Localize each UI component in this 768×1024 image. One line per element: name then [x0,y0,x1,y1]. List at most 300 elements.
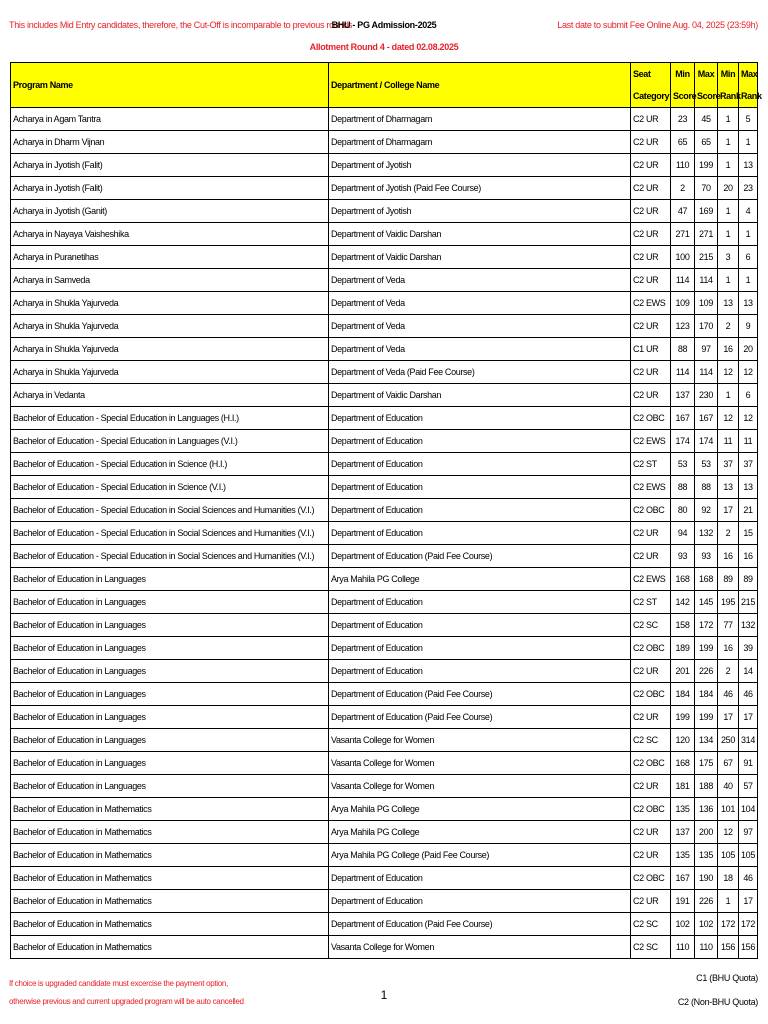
program-name-cell: Bachelor of Education in Mathematics [11,798,329,821]
min-rank-cell: 89 [718,568,739,591]
program-name-cell: Acharya in Shukla Yajurveda [11,361,329,384]
min-rank-cell: 195 [718,591,739,614]
seat-category-cell: C2 OBC [631,867,671,890]
seat-category-cell: C2 UR [631,890,671,913]
min-rank-cell: 2 [718,315,739,338]
table-row [11,407,758,430]
max-rank-cell: 104 [739,798,758,821]
max-rank-cell: 13 [739,292,758,315]
table-row [11,821,758,844]
program-name-cell: Bachelor of Education in Languages [11,706,329,729]
legend-c1: C1 (BHU Quota) [696,973,758,983]
max-score-cell: 170 [695,315,718,338]
max-score-cell: 70 [695,177,718,200]
max-score-cell: 53 [695,453,718,476]
max-rank-cell: 13 [739,476,758,499]
max-rank-cell: 12 [739,407,758,430]
max-score-cell: 45 [695,108,718,131]
seat-category-cell: C2 UR [631,821,671,844]
min-rank-cell: 1 [718,108,739,131]
min-rank-cell: 1 [718,384,739,407]
seat-category-cell: C2 SC [631,913,671,936]
department-name-cell: Department of Education [329,591,631,614]
min-score-cell: 114 [671,361,695,384]
max-score-cell: 199 [695,637,718,660]
seat-category-cell: C2 UR [631,223,671,246]
table-row [11,499,758,522]
max-score-cell: 230 [695,384,718,407]
min-score-cell: 114 [671,269,695,292]
table-row [11,775,758,798]
max-rank-cell: 97 [739,821,758,844]
department-name-cell: Department of Education [329,522,631,545]
max-rank-cell: 15 [739,522,758,545]
table-row [11,591,758,614]
department-name-cell: Department of Vaidic Darshan [329,223,631,246]
max-rank-cell: 91 [739,752,758,775]
max-rank-cell: 215 [739,591,758,614]
upgrade-payment-note: If choice is upgraded candidate must excercise the payment option, otherwise previous and current upgraded program will be auto cancelled [9,979,244,1006]
min-rank-cell: 2 [718,522,739,545]
quota-legend [678,966,758,1014]
program-name-cell: Acharya in Dharm Vijnan [11,131,329,154]
min-score-cell: 184 [671,683,695,706]
max-score-cell: 114 [695,269,718,292]
max-rank-cell: 39 [739,637,758,660]
min-rank-cell: 1 [718,131,739,154]
seat-category-cell: C2 UR [631,361,671,384]
seat-category-cell: C2 OBC [631,752,671,775]
max-rank-cell: 172 [739,913,758,936]
program-name-cell: Acharya in Vedanta [11,384,329,407]
max-rank-cell: 17 [739,890,758,913]
table-row [11,867,758,890]
seat-category-cell: C2 UR [631,131,671,154]
max-score-cell: 172 [695,614,718,637]
max-rank-cell: 14 [739,660,758,683]
max-score-cell: 167 [695,407,718,430]
min-score-cell: 93 [671,545,695,568]
table-row [11,614,758,637]
min-rank-cell: 18 [718,867,739,890]
allotment-table [10,62,762,959]
table-row [11,154,758,177]
min-score-cell: 201 [671,660,695,683]
legend-c2: C2 (Non-BHU Quota) [677,997,758,1007]
col-program-name: Program Name [11,63,329,108]
table-row [11,545,758,568]
max-rank-cell: 12 [739,361,758,384]
department-name-cell: Department of Education [329,476,631,499]
min-score-cell: 167 [671,407,695,430]
department-name-cell: Department of Jyotish [329,154,631,177]
min-rank-cell: 172 [718,913,739,936]
max-score-cell: 92 [695,499,718,522]
min-rank-cell: 1 [718,890,739,913]
seat-category-cell: C2 UR [631,177,671,200]
department-name-cell: Department of Veda (Paid Fee Course) [329,361,631,384]
seat-category-cell: C2 SC [631,729,671,752]
program-name-cell: Bachelor of Education in Languages [11,683,329,706]
seat-category-cell: C2 UR [631,315,671,338]
max-rank-cell: 16 [739,545,758,568]
program-name-cell: Bachelor of Education in Mathematics [11,936,329,959]
max-score-cell: 226 [695,890,718,913]
program-name-cell: Bachelor of Education in Mathematics [11,844,329,867]
seat-category-cell: C2 EWS [631,476,671,499]
max-rank-cell: 21 [739,499,758,522]
table-row [11,476,758,499]
min-rank-cell: 11 [718,430,739,453]
min-rank-cell: 77 [718,614,739,637]
min-score-cell: 88 [671,338,695,361]
program-name-cell: Acharya in Puranetihas [11,246,329,269]
table-row [11,683,758,706]
department-name-cell: Department of Vaidic Darshan [329,246,631,269]
max-rank-cell: 314 [739,729,758,752]
department-name-cell: Department of Education [329,407,631,430]
min-rank-cell: 13 [718,476,739,499]
program-name-cell: Bachelor of Education in Languages [11,591,329,614]
max-rank-cell: 1 [739,131,758,154]
department-name-cell: Department of Education (Paid Fee Course) [329,706,631,729]
min-rank-cell: 1 [718,200,739,223]
program-name-cell: Bachelor of Education in Mathematics [11,890,329,913]
col-max-rank: Max Rank [739,63,758,108]
min-score-cell: 135 [671,844,695,867]
min-score-cell: 174 [671,430,695,453]
seat-category-cell: C2 UR [631,269,671,292]
max-rank-cell: 6 [739,384,758,407]
program-name-cell: Bachelor of Education - Special Education in Languages (V.I.) [11,430,329,453]
max-score-cell: 199 [695,706,718,729]
table-row [11,522,758,545]
department-name-cell: Department of Education [329,637,631,660]
min-score-cell: 158 [671,614,695,637]
min-rank-cell: 105 [718,844,739,867]
seat-category-cell: C2 UR [631,522,671,545]
min-score-cell: 23 [671,108,695,131]
department-name-cell: Vasanta College for Women [329,752,631,775]
min-score-cell: 181 [671,775,695,798]
table-row [11,108,758,131]
max-score-cell: 190 [695,867,718,890]
min-score-cell: 110 [671,154,695,177]
department-name-cell: Department of Vaidic Darshan [329,384,631,407]
program-name-cell: Bachelor of Education - Special Education in Social Sciences and Humanities (V.I.) [11,545,329,568]
department-name-cell: Department of Education [329,614,631,637]
department-name-cell: Department of Veda [329,269,631,292]
max-score-cell: 93 [695,545,718,568]
max-score-cell: 215 [695,246,718,269]
min-score-cell: 102 [671,913,695,936]
seat-category-cell: C1 UR [631,338,671,361]
department-name-cell: Arya Mahila PG College [329,821,631,844]
table-row [11,246,758,269]
table-row [11,798,758,821]
min-score-cell: 168 [671,752,695,775]
department-name-cell: Department of Education (Paid Fee Course) [329,545,631,568]
program-name-cell: Acharya in Shukla Yajurveda [11,338,329,361]
department-name-cell: Department of Education (Paid Fee Course) [329,913,631,936]
program-name-cell: Bachelor of Education in Languages [11,752,329,775]
min-rank-cell: 40 [718,775,739,798]
col-department: Department / College Name [329,63,631,108]
min-rank-cell: 37 [718,453,739,476]
seat-category-cell: C2 EWS [631,568,671,591]
department-name-cell: Department of Education [329,867,631,890]
table-row [11,729,758,752]
program-name-cell: Acharya in Jyotish (Falit) [11,154,329,177]
max-rank-cell: 1 [739,223,758,246]
max-rank-cell: 6 [739,246,758,269]
program-name-cell: Acharya in Jyotish (Ganit) [11,200,329,223]
mid-entry-note: This includes Mid Entry candidates, therefore, the Cut-Off is incomparable to previous rounds [9,20,353,30]
max-score-cell: 200 [695,821,718,844]
max-score-cell: 135 [695,844,718,867]
seat-category-cell: C2 UR [631,384,671,407]
seat-category-cell: C2 UR [631,200,671,223]
min-score-cell: 191 [671,890,695,913]
seat-category-cell: C2 UR [631,706,671,729]
seat-category-cell: C2 OBC [631,798,671,821]
max-rank-cell: 156 [739,936,758,959]
max-score-cell: 199 [695,154,718,177]
table-row [11,752,758,775]
table-header-row [11,63,758,108]
min-rank-cell: 16 [718,637,739,660]
seat-category-cell: C2 SC [631,936,671,959]
max-score-cell: 65 [695,131,718,154]
page-title: BHU - PG Admission-2025 [331,20,437,30]
max-score-cell: 114 [695,361,718,384]
seat-category-cell: C2 ST [631,453,671,476]
min-score-cell: 94 [671,522,695,545]
min-rank-cell: 67 [718,752,739,775]
department-name-cell: Arya Mahila PG College (Paid Fee Course) [329,844,631,867]
table-row [11,223,758,246]
department-name-cell: Department of Dharmagam [329,108,631,131]
max-rank-cell: 9 [739,315,758,338]
department-name-cell: Vasanta College for Women [329,729,631,752]
table-row [11,131,758,154]
seat-category-cell: C2 UR [631,154,671,177]
department-name-cell: Department of Education (Paid Fee Course) [329,683,631,706]
table-row [11,660,758,683]
table-row [11,200,758,223]
min-rank-cell: 156 [718,936,739,959]
min-rank-cell: 16 [718,545,739,568]
min-score-cell: 271 [671,223,695,246]
program-name-cell: Acharya in Shukla Yajurveda [11,292,329,315]
department-name-cell: Vasanta College for Women [329,775,631,798]
seat-category-cell: C2 OBC [631,683,671,706]
min-rank-cell: 17 [718,706,739,729]
min-score-cell: 137 [671,821,695,844]
table-row [11,913,758,936]
department-name-cell: Department of Education [329,430,631,453]
max-rank-cell: 46 [739,683,758,706]
department-name-cell: Department of Veda [329,292,631,315]
table-row [11,844,758,867]
program-name-cell: Acharya in Samveda [11,269,329,292]
department-name-cell: Department of Dharmagam [329,131,631,154]
seat-category-cell: C2 OBC [631,637,671,660]
max-rank-cell: 17 [739,706,758,729]
col-min-score: Min Score [671,63,695,108]
max-score-cell: 226 [695,660,718,683]
min-score-cell: 53 [671,453,695,476]
seat-category-cell: C2 OBC [631,499,671,522]
program-name-cell: Bachelor of Education in Languages [11,614,329,637]
max-rank-cell: 89 [739,568,758,591]
min-rank-cell: 3 [718,246,739,269]
min-rank-cell: 250 [718,729,739,752]
table-row [11,361,758,384]
min-rank-cell: 46 [718,683,739,706]
table-row [11,177,758,200]
min-score-cell: 168 [671,568,695,591]
max-score-cell: 110 [695,936,718,959]
page-number: 1 [380,988,388,1002]
min-score-cell: 109 [671,292,695,315]
max-score-cell: 174 [695,430,718,453]
table-row [11,936,758,959]
max-rank-cell: 5 [739,108,758,131]
min-rank-cell: 2 [718,660,739,683]
max-score-cell: 136 [695,798,718,821]
min-score-cell: 120 [671,729,695,752]
max-score-cell: 97 [695,338,718,361]
max-score-cell: 109 [695,292,718,315]
department-name-cell: Arya Mahila PG College [329,798,631,821]
table-row [11,706,758,729]
max-rank-cell: 13 [739,154,758,177]
table-row [11,890,758,913]
min-rank-cell: 20 [718,177,739,200]
max-rank-cell: 11 [739,430,758,453]
page-header [0,20,768,34]
max-rank-cell: 132 [739,614,758,637]
seat-category-cell: C2 ST [631,591,671,614]
program-name-cell: Acharya in Jyotish (Falit) [11,177,329,200]
program-name-cell: Bachelor of Education - Special Education in Social Sciences and Humanities (V.I.) [11,522,329,545]
program-name-cell: Bachelor of Education in Mathematics [11,821,329,844]
max-rank-cell: 37 [739,453,758,476]
table-row [11,292,758,315]
department-name-cell: Department of Education [329,660,631,683]
department-name-cell: Arya Mahila PG College [329,568,631,591]
min-rank-cell: 101 [718,798,739,821]
seat-category-cell: C2 OBC [631,407,671,430]
max-score-cell: 175 [695,752,718,775]
max-rank-cell: 105 [739,844,758,867]
department-name-cell: Department of Veda [329,338,631,361]
program-name-cell: Bachelor of Education in Languages [11,568,329,591]
max-score-cell: 168 [695,568,718,591]
min-rank-cell: 1 [718,154,739,177]
program-name-cell: Acharya in Shukla Yajurveda [11,315,329,338]
table-row [11,338,758,361]
seat-category-cell: C2 UR [631,844,671,867]
min-rank-cell: 17 [718,499,739,522]
min-rank-cell: 16 [718,338,739,361]
min-rank-cell: 1 [718,269,739,292]
min-score-cell: 80 [671,499,695,522]
min-rank-cell: 12 [718,821,739,844]
min-score-cell: 123 [671,315,695,338]
min-score-cell: 199 [671,706,695,729]
min-rank-cell: 1 [718,223,739,246]
min-score-cell: 142 [671,591,695,614]
min-score-cell: 2 [671,177,695,200]
department-name-cell: Department of Education [329,453,631,476]
program-name-cell: Bachelor of Education in Languages [11,775,329,798]
max-rank-cell: 1 [739,269,758,292]
max-rank-cell: 57 [739,775,758,798]
department-name-cell: Department of Education [329,890,631,913]
department-name-cell: Department of Veda [329,315,631,338]
min-score-cell: 189 [671,637,695,660]
seat-category-cell: C2 EWS [631,292,671,315]
min-score-cell: 88 [671,476,695,499]
table-row [11,637,758,660]
max-score-cell: 132 [695,522,718,545]
min-score-cell: 135 [671,798,695,821]
min-score-cell: 137 [671,384,695,407]
max-score-cell: 184 [695,683,718,706]
table-row [11,430,758,453]
max-rank-cell: 46 [739,867,758,890]
program-name-cell: Bachelor of Education in Mathematics [11,867,329,890]
program-name-cell: Bachelor of Education - Special Education in Science (V.I.) [11,476,329,499]
seat-category-cell: C2 EWS [631,430,671,453]
table-row [11,453,758,476]
max-score-cell: 145 [695,591,718,614]
program-name-cell: Acharya in Agam Tantra [11,108,329,131]
max-rank-cell: 4 [739,200,758,223]
table-row [11,315,758,338]
col-seat-category: Seat Category [631,63,671,108]
department-name-cell: Department of Jyotish [329,200,631,223]
min-score-cell: 100 [671,246,695,269]
min-rank-cell: 12 [718,361,739,384]
fee-deadline: Last date to submit Fee Online Aug. 04, 2025 (23:59h) [557,20,758,30]
max-score-cell: 271 [695,223,718,246]
allotment-round-subtitle: Allotment Round 4 - dated 02.08.2025 [309,42,459,52]
seat-category-cell: C2 UR [631,108,671,131]
seat-category-cell: C2 UR [631,660,671,683]
program-name-cell: Bachelor of Education in Mathematics [11,913,329,936]
program-name-cell: Bachelor of Education - Special Education in Social Sciences and Humanities (V.I.) [11,499,329,522]
program-name-cell: Bachelor of Education in Languages [11,729,329,752]
min-score-cell: 110 [671,936,695,959]
table-row [11,384,758,407]
department-name-cell: Vasanta College for Women [329,936,631,959]
table-row [11,269,758,292]
min-score-cell: 47 [671,200,695,223]
table-row [11,568,758,591]
program-name-cell: Bachelor of Education in Languages [11,660,329,683]
department-name-cell: Department of Jyotish (Paid Fee Course) [329,177,631,200]
col-min-rank: Min Rank [718,63,739,108]
max-rank-cell: 23 [739,177,758,200]
col-max-score: Max Score [695,63,718,108]
program-name-cell: Acharya in Nayaya Vaisheshika [11,223,329,246]
min-score-cell: 65 [671,131,695,154]
program-name-cell: Bachelor of Education in Languages [11,637,329,660]
program-name-cell: Bachelor of Education - Special Education in Languages (H.I.) [11,407,329,430]
